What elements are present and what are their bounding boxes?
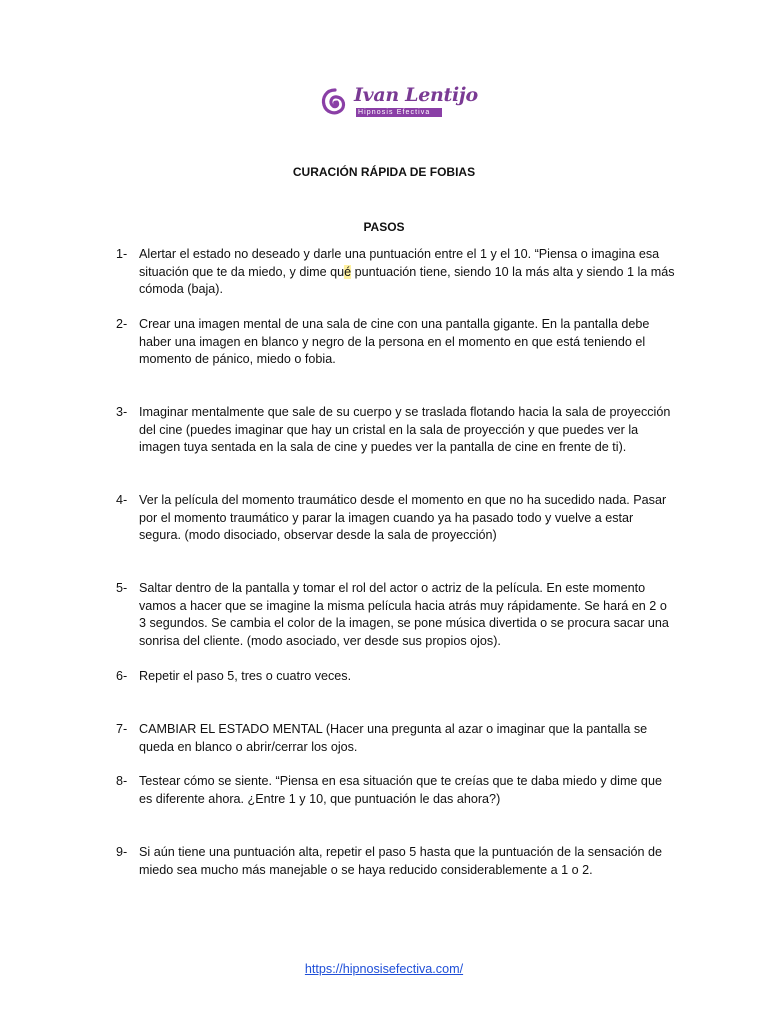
website-link[interactable]: https://hipnosisefectiva.com/ xyxy=(304,962,464,976)
step-text: Crear una imagen mental de una sala de cine con una pantalla gigante. En la pantalla debe haber una imagen en blanco y negro de la persona en el momento en que está teniendo el momento de pánico, miedo o fobia. xyxy=(139,317,650,366)
logo-tagline: Hipnosis Efectiva xyxy=(358,109,431,116)
step-number: 7- xyxy=(116,722,128,736)
step-number: 1- xyxy=(116,247,128,261)
steps-heading: PASOS xyxy=(363,220,405,234)
step-text: Testear cómo se siente. “Piensa en esa situación que te creías que te daba miedo y dime que es diferente ahora. ¿Entre 1 y 10, que puntuación le das ahora?) xyxy=(139,774,662,806)
step-text: Alertar el estado no deseado y darle una puntuación entre el 1 y el 10. “Piensa o imagina esa situación que te da miedo, y dime qué puntuación tiene, siendo 10 la más alta y siendo 1 la más cómoda (baja). xyxy=(139,247,675,296)
step-text: Ver la película del momento traumático desde el momento en que no ha sucedido nada. Pasar por el momento traumático y parar la imagen cuando ya ha pasado todo y vuelve a estar segura. (modo disociado, observar desde la sala de proyección) xyxy=(139,493,667,542)
step-item xyxy=(116,404,676,457)
step-text: Saltar dentro de la pantalla y tomar el rol del actor o actriz de la película. En este momento vamos a hacer que se imagine la misma película hacia atrás muy rápidamente. Se hará en 2 o 3 segundos. Se cambia el color de la imagen, se pone música divertida o se procura sacar una sonrisa del cliente. (modo asociado, ver desde sus propios ojos). xyxy=(139,581,669,648)
step-item xyxy=(116,492,676,545)
step-number: 4- xyxy=(116,493,128,507)
step-text: Si aún tiene una puntuación alta, repetir el paso 5 hasta que la puntuación de la sensación de miedo sea mucho más manejable o se haya reducido considerablemente a 1 o 2. xyxy=(139,845,663,877)
step-number: 8- xyxy=(116,774,128,788)
highlighted-text: é xyxy=(344,264,352,279)
step-number: 5- xyxy=(116,581,128,595)
step-item xyxy=(116,844,676,879)
brand-logo xyxy=(320,84,478,122)
step-item xyxy=(116,668,676,686)
step-number: 6- xyxy=(116,669,128,683)
step-number: 3- xyxy=(116,405,128,419)
spiral-eye-icon xyxy=(320,86,350,118)
document-title: CURACIÓN RÁPIDA DE FOBIAS xyxy=(292,165,476,179)
step-text: Repetir el paso 5, tres o cuatro veces. xyxy=(139,669,352,683)
step-item xyxy=(116,246,676,299)
step-text: CAMBIAR EL ESTADO MENTAL (Hacer una pregunta al azar o imaginar que la pantalla se queda en blanco o abrir/cerrar los ojos. xyxy=(139,722,648,754)
step-number: 9- xyxy=(116,845,128,859)
step-item xyxy=(116,580,676,650)
step-item xyxy=(116,721,676,756)
logo-name: Ivan Lentijo xyxy=(354,84,478,106)
step-item xyxy=(116,773,676,808)
step-item xyxy=(116,316,676,369)
step-number: 2- xyxy=(116,317,128,331)
step-text: Imaginar mentalmente que sale de su cuerpo y se traslada flotando hacia la sala de proyección del cine (puedes imaginar que hay un cristal en la sala de proyección y que puedes ver la imagen tuya sentada en la sala de cine y puedes ver la pantalla de cine en frente de ti). xyxy=(139,405,671,454)
